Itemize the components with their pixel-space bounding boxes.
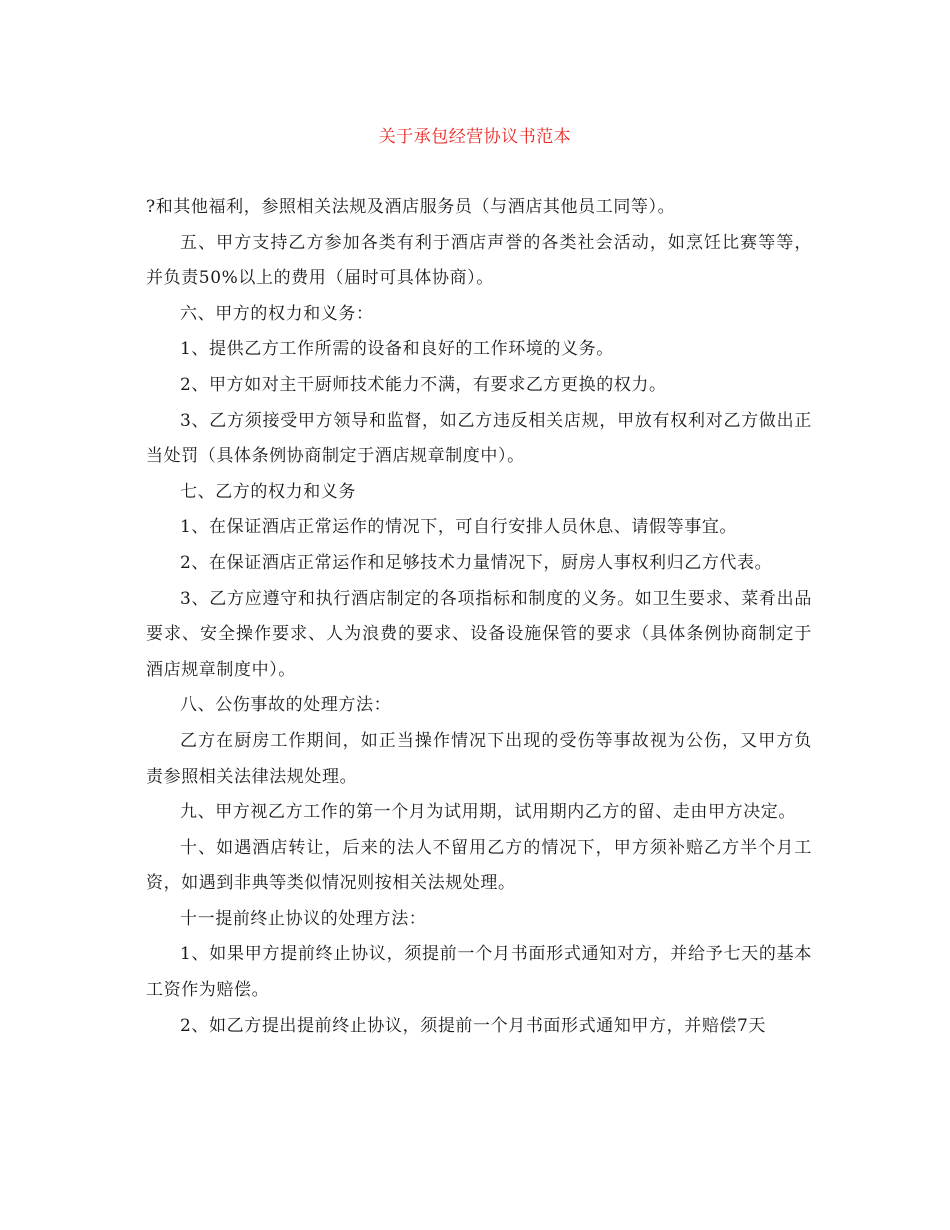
section-heading: 七、乙方的权力和义务: [180, 481, 356, 502]
paragraph: 2、在保证酒店正常运作和足够技术力量情况下，厨房人事权利归乙方代表。: [180, 552, 773, 573]
paragraph: 五、甲方支持乙方参加各类有利于酒店声誉的各类社会活动，如烹饪比赛等等，并负责50%以上的费用（届时可具体协商）。: [146, 232, 812, 289]
paragraph: 3、乙方须接受甲方领导和监督，如乙方违反相关店规，甲放有权利对乙方做出正当处罚（具体条例协商制定于酒店规章制度中）。: [146, 410, 812, 467]
section-heading: 八、公伤事故的处理方法：: [180, 695, 392, 716]
paragraph: ?和其他福利，参照相关法规及酒店服务员（与酒店其他员工同等）。: [146, 197, 676, 217]
paragraph: 1、在保证酒店正常运作的情况下，可自行安排人员休息、请假等事宜。: [180, 517, 738, 538]
paragraph: 九、甲方视乙方工作的第一个月为试用期，试用期内乙方的留、走由甲方决定。: [180, 802, 796, 823]
paragraph: 十、如遇酒店转让，后来的法人不留用乙方的情况下，甲方须补赔乙方半个月工资，如遇到非典等类似情况则按相关法规处理。: [146, 837, 812, 894]
paragraph: 3、乙方应遵守和执行酒店制定的各项指标和制度的义务。如卫生要求、菜肴出品要求、安全操作要求、人为浪费的要求、设备设施保管的要求（具体条例协商制定于酒店规章制度中）。: [146, 588, 812, 680]
section-heading: 六、甲方的权力和义务：: [180, 303, 374, 324]
section-heading: 十一提前终止协议的处理方法：: [180, 908, 427, 929]
paragraph: 2、如乙方提出提前终止协议，须提前一个月书面形式通知甲方，并赔偿7天: [180, 1015, 767, 1036]
document-title: 关于承包经营协议书范本: [378, 127, 572, 147]
paragraph: 1、提供乙方工作所需的设备和良好的工作环境的义务。: [180, 339, 614, 360]
paragraph: 1、如果甲方提前终止协议，须提前一个月书面形式通知对方，并给予七天的基本工资作为赔偿。: [146, 944, 812, 1001]
paragraph: 2、甲方如对主干厨师技术能力不满，有要求乙方更换的权力。: [180, 374, 667, 395]
document-body: [146, 190, 812, 1044]
paragraph: 乙方在厨房工作期间，如正当操作情况下出现的受伤等事故视为公伤，又甲方负责参照相关法律法规处理。: [146, 730, 812, 787]
